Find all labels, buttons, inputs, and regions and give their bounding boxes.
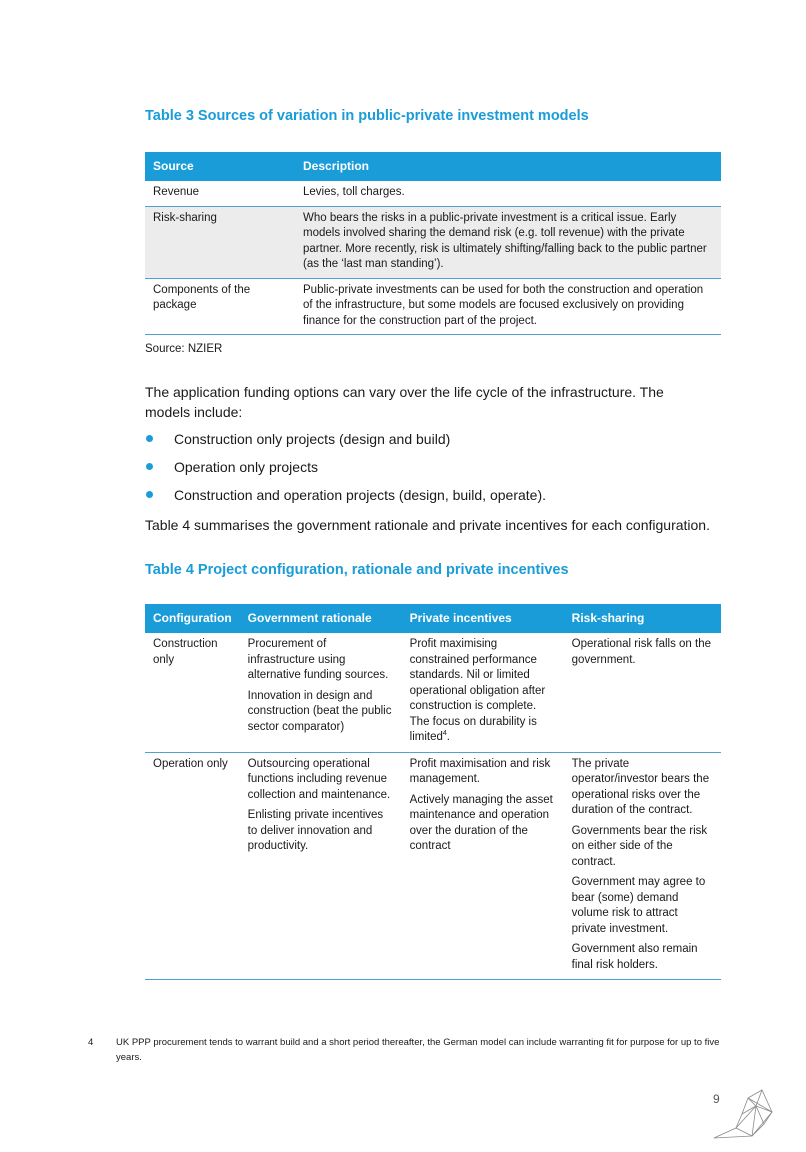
table-3-cell-description: Public-private investments can be used for both the construction and operation of the infrastructure, but some models are focused exclusively on providing finance for the construction part of the project. bbox=[295, 278, 721, 335]
configuration-bullet-list bbox=[145, 428, 546, 512]
table-3-header-description: Description bbox=[295, 152, 721, 181]
cell-paragraph: Profit maximising constrained performance standards. Nil or limited operational obligation after construction is complete. The focus on durability is limited bbox=[409, 638, 546, 743]
table-4-cell-risk-sharing bbox=[564, 752, 721, 980]
table-4-cell-government-rationale bbox=[240, 633, 402, 752]
cell-paragraph: Government may agree to bear (some) demand volume risk to attract private investment. bbox=[571, 876, 706, 935]
table-3-caption: Table 3 Sources of variation in public-private investment models bbox=[145, 108, 589, 124]
table-4-cell-risk-sharing bbox=[564, 633, 721, 752]
cell-paragraph: The private operator/investor bears the operational risks over the duration of the contract. bbox=[571, 757, 710, 816]
intro-paragraph: The application funding options can vary over the life cycle of the infrastructure. The models include: bbox=[145, 384, 664, 420]
table-3-header-source: Source bbox=[145, 152, 295, 181]
table-4-header-configuration: Configuration bbox=[145, 604, 240, 633]
cell-paragraph: Governments bear the risk on either side of the contract. bbox=[571, 824, 708, 868]
table-4 bbox=[145, 604, 721, 980]
table-row bbox=[145, 278, 721, 335]
table-4-cell-private-incentives bbox=[402, 633, 564, 752]
table-3-cell-source: Risk-sharing bbox=[145, 206, 295, 278]
cell-paragraph: Innovation in design and construction (beat the public sector comparator) bbox=[247, 689, 392, 733]
page-number: 9 bbox=[713, 1092, 720, 1106]
cell-paragraph: Procurement of infrastructure using alternative funding sources. bbox=[247, 638, 389, 681]
cell-paragraph: Outsourcing operational functions including revenue collection and maintenance. bbox=[247, 757, 391, 801]
list-item: Operation only projects bbox=[145, 456, 546, 484]
table-row bbox=[145, 206, 721, 278]
table-4-cell-private-incentives bbox=[402, 752, 564, 980]
table-3-cell-description: Levies, toll charges. bbox=[295, 181, 721, 206]
list-item: Construction only projects (design and build) bbox=[145, 428, 546, 456]
footnote-number: 4 bbox=[88, 1037, 94, 1048]
table-3-source-note: Source: NZIER bbox=[145, 343, 223, 355]
table-4-cell-configuration: Construction only bbox=[145, 633, 240, 752]
cell-paragraph: Operational risk falls on the government. bbox=[571, 638, 712, 666]
table-row bbox=[145, 181, 721, 206]
cell-paragraph: Actively managing the asset maintenance and operation over the duration of the contract bbox=[409, 793, 553, 852]
table-4-header-private-incentives: Private incentives bbox=[402, 604, 564, 633]
summary-paragraph: Table 4 summarises the government rationale and private incentives for each configuration. bbox=[145, 517, 710, 533]
table-4-cell-configuration: Operation only bbox=[145, 752, 240, 980]
cell-paragraph: Government also remain final risk holders. bbox=[571, 943, 698, 971]
table-4-header-risk-sharing: Risk-sharing bbox=[564, 604, 721, 633]
table-row bbox=[145, 752, 721, 980]
polygon-logo-icon bbox=[712, 1084, 774, 1140]
table-3 bbox=[145, 152, 721, 335]
table-4-caption: Table 4 Project configuration, rationale and private incentives bbox=[145, 562, 569, 578]
cell-paragraph-end: . bbox=[446, 731, 450, 743]
table-4-cell-government-rationale bbox=[240, 752, 402, 980]
list-item: Construction and operation projects (design, build, operate). bbox=[145, 484, 546, 512]
cell-paragraph: Enlisting private incentives to deliver innovation and productivity. bbox=[247, 809, 384, 852]
table-3-cell-description: Who bears the risks in a public-private investment is a critical issue. Early models involved sharing the demand risk (e.g. toll revenue) with the private partner. More recently, risk is ultimately shifting/falling back to the public partner (as the ‘last man standing’). bbox=[295, 206, 721, 278]
footnote-reference: 4 bbox=[442, 730, 447, 738]
table-4-header-government-rationale: Government rationale bbox=[240, 604, 402, 633]
table-3-cell-source: Revenue bbox=[145, 181, 295, 206]
table-3-cell-source: Components of the package bbox=[145, 278, 295, 335]
cell-paragraph: Profit maximisation and risk management. bbox=[409, 757, 551, 785]
table-row bbox=[145, 633, 721, 752]
footnote-text: UK PPP procurement tends to warrant build and a short period thereafter, the German model can include warranting fit for purpose for up to five years. bbox=[116, 1037, 720, 1063]
